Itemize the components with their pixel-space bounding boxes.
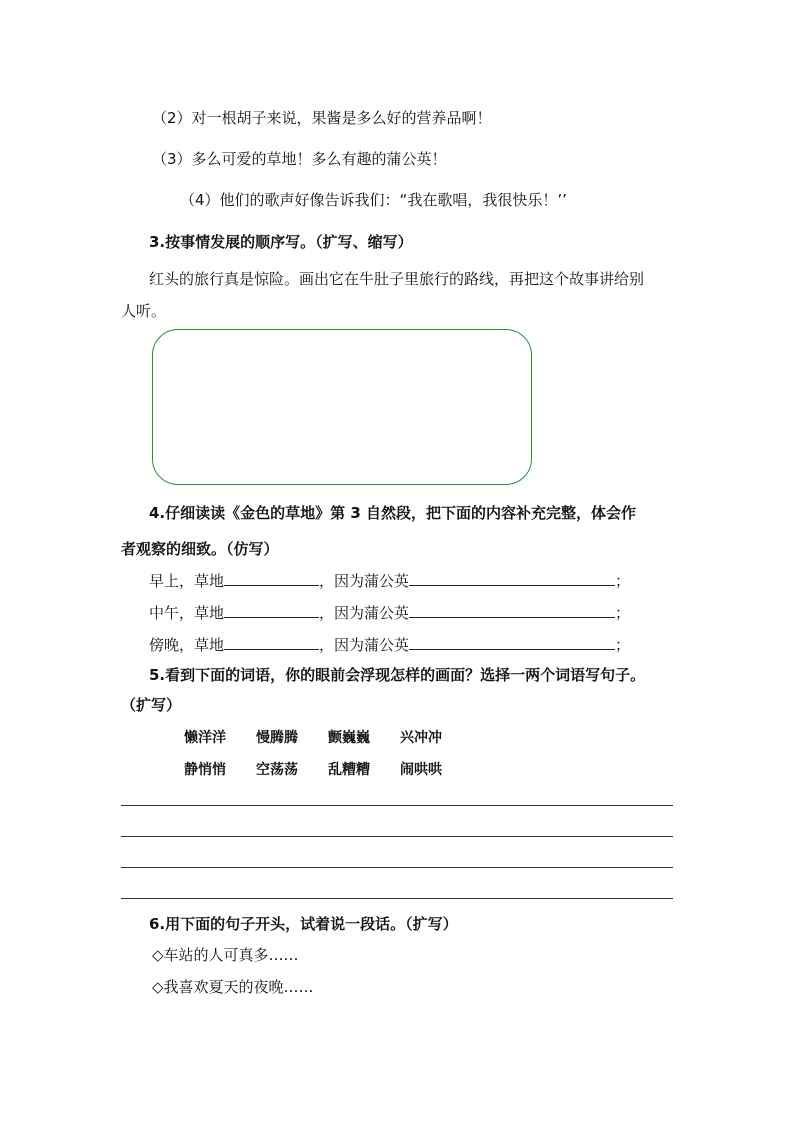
q3-title: 3.按事情发展的顺序写。（扩写、缩写） — [149, 233, 413, 251]
word-row-1 — [184, 727, 472, 747]
q4-row-mid: ，因为蒲公英 — [319, 572, 410, 590]
answer-line[interactable] — [121, 867, 673, 868]
q6-prompt-2: ◇我喜欢夏天的夜晚…… — [152, 978, 314, 996]
word: 乱糟糟 — [328, 762, 370, 778]
blank-field[interactable] — [409, 601, 615, 618]
word: 静悄悄 — [184, 762, 226, 778]
word-row-2 — [184, 759, 472, 779]
q4-row-end: ； — [615, 636, 631, 654]
q4-row-label: 中午，草地 — [149, 604, 225, 622]
blank-field[interactable] — [409, 569, 615, 586]
q4-row-morning — [149, 569, 630, 592]
blank-field[interactable] — [224, 601, 319, 618]
drawing-box[interactable] — [152, 329, 532, 485]
q4-title-line1: 4.仔细读读《金色的草地》第 3 自然段，把下面的内容补充完整，体会作 — [149, 504, 637, 522]
blank-field[interactable] — [224, 633, 319, 650]
q4-row-noon — [149, 601, 630, 624]
q6-title: 6.用下面的句子开头，试着说一段话。（扩写） — [149, 915, 458, 933]
q4-row-end: ； — [615, 572, 631, 590]
word: 闹哄哄 — [400, 762, 442, 778]
sentence-3: （3）多么可爱的草地！多么有趣的蒲公英！ — [152, 150, 447, 168]
q4-row-mid: ，因为蒲公英 — [319, 604, 410, 622]
word: 空荡荡 — [256, 762, 298, 778]
q4-row-label: 早上，草地 — [149, 572, 225, 590]
q6-prompt-1: ◇车站的人可真多…… — [152, 946, 299, 964]
q4-row-label: 傍晚，草地 — [149, 636, 225, 654]
q4-title-line2: 者观察的细致。（仿写） — [121, 540, 279, 558]
answer-line[interactable] — [121, 805, 673, 806]
sentence-2: （2）对一根胡子来说，果酱是多么好的营养品啊！ — [152, 109, 492, 127]
word: 颤巍巍 — [328, 730, 370, 746]
q4-row-end: ； — [615, 604, 631, 622]
q4-row-evening — [149, 633, 630, 656]
answer-line[interactable] — [121, 836, 673, 837]
q5-title-line2: （扩写） — [121, 696, 182, 714]
word: 兴冲冲 — [400, 730, 442, 746]
word: 慢腾腾 — [256, 730, 298, 746]
q5-title-line1: 5.看到下面的词语，你的眼前会浮现怎样的画面？选择一两个词语写句子。 — [149, 666, 646, 684]
word: 懒洋洋 — [184, 730, 226, 746]
answer-line[interactable] — [121, 898, 673, 899]
q4-row-mid: ，因为蒲公英 — [319, 636, 410, 654]
q3-text-line2: 人听。 — [121, 302, 167, 320]
q3-text-line1: 红头的旅行真是惊险。画出它在牛肚子里旅行的路线，再把这个故事讲给别 — [149, 270, 645, 288]
blank-field[interactable] — [409, 633, 615, 650]
sentence-4: （4）他们的歌声好像告诉我们：“我在歌唱，我很快乐！’’ — [180, 191, 567, 209]
blank-field[interactable] — [224, 569, 319, 586]
